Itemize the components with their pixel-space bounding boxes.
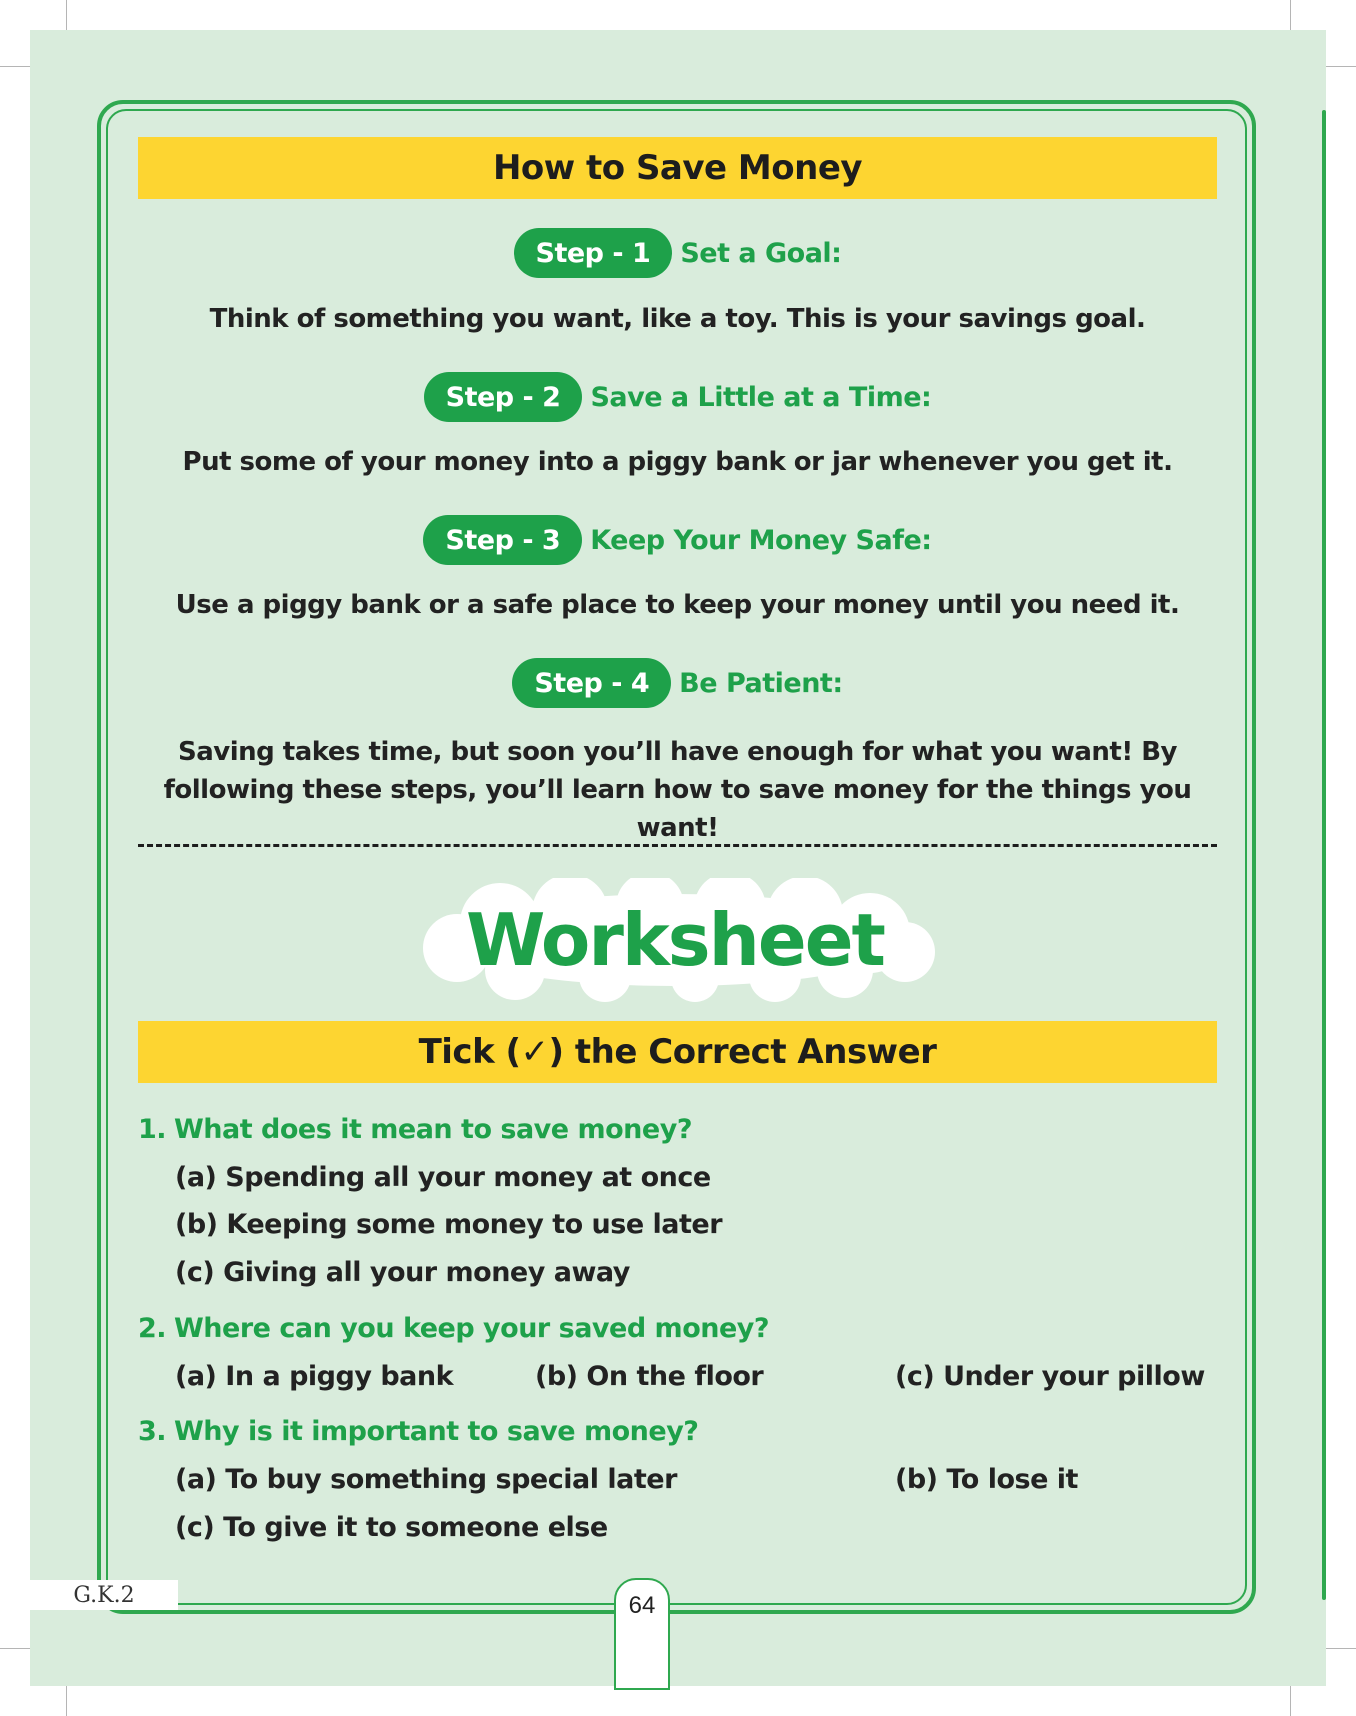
crop-mark bbox=[1290, 0, 1291, 30]
page-number: 64 bbox=[628, 1592, 656, 1619]
question-1-number: 1. bbox=[138, 1114, 167, 1145]
section-heading-banner bbox=[138, 137, 1217, 199]
step-4-header bbox=[138, 658, 1217, 708]
step-2-body: Put some of your money into a piggy bank or jar whenever you get it. bbox=[182, 447, 1173, 477]
step-1-badge: Step - 1 bbox=[514, 228, 673, 278]
instruction-banner bbox=[138, 1021, 1217, 1083]
step-3-body: Use a piggy bank or a safe place to keep your money until you need it. bbox=[175, 590, 1180, 620]
step-3-header bbox=[138, 515, 1217, 565]
answer-option[interactable]: (a) Spending all your money at once bbox=[175, 1162, 711, 1193]
crop-mark bbox=[66, 0, 67, 30]
step-2-badge: Step - 2 bbox=[424, 372, 583, 422]
step-3-badge: Step - 3 bbox=[423, 515, 582, 565]
question-3-number: 3. bbox=[138, 1416, 167, 1447]
step-1-header bbox=[138, 228, 1217, 278]
worksheet-title: Worksheet bbox=[466, 898, 884, 982]
answer-option[interactable]: (b) Keeping some money to use later bbox=[175, 1209, 723, 1240]
step-4-body: Saving takes time, but soon you’ll have enough for what you want! By following these steps, you’ll learn how to save money for the things you want! bbox=[163, 737, 1192, 843]
question-3-text: Why is it important to save money? bbox=[174, 1416, 699, 1447]
step-1-body: Think of something you want, like a toy. This is your savings goal. bbox=[209, 304, 1146, 334]
step-4-title: Be Patient: bbox=[679, 667, 843, 699]
crop-mark bbox=[1290, 1686, 1291, 1716]
answer-option[interactable]: (c) Under your pillow bbox=[895, 1361, 1205, 1392]
answer-option[interactable]: (c) To give it to someone else bbox=[175, 1512, 608, 1543]
step-3-title: Keep Your Money Safe: bbox=[590, 524, 932, 556]
question-2 bbox=[138, 1313, 769, 1344]
answer-option[interactable]: (b) To lose it bbox=[895, 1464, 1078, 1495]
page-number-tab bbox=[614, 1578, 670, 1690]
section-divider bbox=[138, 844, 1217, 847]
crop-mark bbox=[0, 66, 30, 67]
step-2-header bbox=[138, 372, 1217, 422]
answer-option[interactable]: (b) On the floor bbox=[535, 1361, 764, 1392]
question-2-number: 2. bbox=[138, 1313, 167, 1344]
answer-option[interactable]: (c) Giving all your money away bbox=[175, 1257, 630, 1288]
question-3 bbox=[138, 1416, 698, 1447]
section-heading: How to Save Money bbox=[492, 148, 863, 188]
instruction-text: Tick (✓) the Correct Answer bbox=[418, 1032, 937, 1072]
book-code: G.K.2 bbox=[73, 1582, 135, 1608]
question-1-text: What does it mean to save money? bbox=[174, 1114, 692, 1145]
worksheet-cloud bbox=[405, 878, 945, 1002]
crop-mark bbox=[66, 1686, 67, 1716]
answer-option[interactable]: (a) To buy something special later bbox=[175, 1464, 677, 1495]
question-1 bbox=[138, 1114, 692, 1145]
crop-mark bbox=[0, 1648, 30, 1649]
step-1-title: Set a Goal: bbox=[680, 237, 842, 269]
page-edge-bar bbox=[1322, 110, 1326, 1600]
step-4-badge: Step - 4 bbox=[512, 658, 671, 708]
step-2-title: Save a Little at a Time: bbox=[590, 381, 932, 413]
book-code-label bbox=[30, 1580, 178, 1610]
crop-mark bbox=[1326, 66, 1356, 67]
question-2-text: Where can you keep your saved money? bbox=[174, 1313, 770, 1344]
crop-mark bbox=[1326, 1648, 1356, 1649]
answer-option[interactable]: (a) In a piggy bank bbox=[175, 1361, 454, 1392]
